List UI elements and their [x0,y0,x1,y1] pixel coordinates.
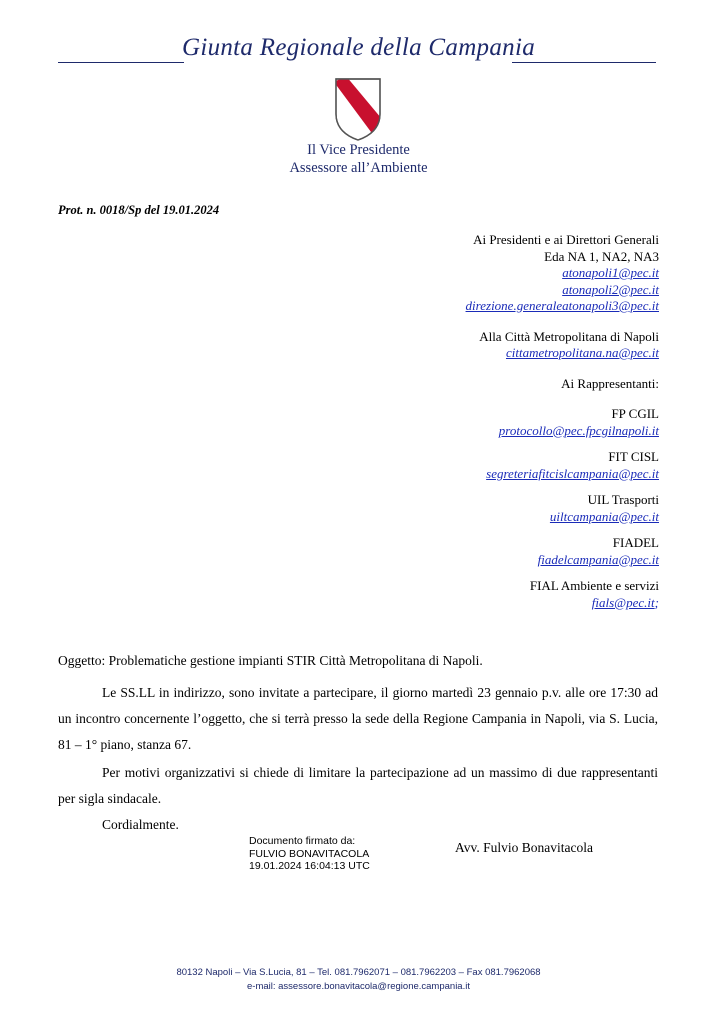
signer-name: Avv. Fulvio Bonavitacola [455,840,593,855]
letter-closing: Cordialmente. [102,817,179,832]
pec-link[interactable]: cittametropolitana.na@pec.it [505,345,659,360]
header-role-assessor: Assessore all’Ambiente [289,160,428,176]
recipient-uil-trasporti [466,492,659,525]
pec-link[interactable]: fials@pec.it [591,594,655,610]
signature-stamp-name: FULVIO BONAVITACOLA [249,847,370,860]
recipient-label: FP CGIL [611,406,659,421]
recipient-representatives-heading [466,376,659,393]
digital-signature-stamp [249,835,370,873]
header-rule-right [512,62,656,63]
footer-email: e-mail: assessore.bonavitacola@regione.campania.it [247,981,470,992]
protocol-number: Prot. n. 0018/Sp del 19.01.2024 [58,203,220,217]
letter-paragraph-invitation: Le SS.LL in indirizzo, sono invitate a partecipare, il giorno martedì 23 gennaio p.v. alle ore 17:30 ad un incontro concernente l’oggetto, che si terrà presso la sede della Regione Campania in Napoli, via S. Lucia, 81 – 1° piano, stanza 67. [58,685,658,752]
recipient-label: FIT CISL [608,449,659,464]
footer-address: 80132 Napoli – Via S.Lucia, 81 – Tel. 081.7962071 – 081.7962203 – Fax 081.7962068 [176,967,541,978]
pec-link[interactable]: segreteriafitcislcampania@pec.it [486,465,659,481]
recipient-label: Alla Città Metropolitana di Napoli [479,328,659,344]
pec-link[interactable]: fiadelcampania@pec.it [537,551,659,567]
recipient-label: Ai Rappresentanti: [561,375,659,391]
recipient-citta-metropolitana [466,329,659,362]
letter-paragraph-organization: Per motivi organizzativi si chiede di limitare la partecipazione ad un massimo di due rappresentanti per sigla sindacale. [58,765,658,806]
recipient-fiadel [466,535,659,568]
recipient-label: FIADEL [612,535,659,550]
recipient-fial [466,578,659,611]
pec-link[interactable]: atonapoli1@pec.it [562,265,659,280]
recipient-eda [466,232,659,315]
campania-coat-of-arms-icon [332,76,384,142]
pec-link[interactable]: atonapoli2@pec.it [562,281,659,297]
recipient-label: Ai Presidenti e ai Direttori Generali [473,232,659,247]
recipient-fp-cgil [466,406,659,439]
recipients-block [466,232,659,621]
pec-separator: ; [654,594,659,610]
signature-stamp-label: Documento firmato da: [249,835,356,847]
header-title: Giunta Regionale della Campania [181,34,535,61]
recipient-label: UIL Trasporti [587,492,659,507]
recipient-label: FIAL Ambiente e servizi [529,578,659,593]
pec-link[interactable]: direzione.generaleatonapoli3@pec.it [465,298,659,313]
letter-subject: Oggetto: Problematiche gestione impianti STIR Città Metropolitana di Napoli. [58,653,483,668]
signature-stamp-timestamp: 19.01.2024 16:04:13 UTC [249,860,370,872]
pec-link[interactable]: protocollo@pec.fpcgilnapoli.it [498,422,659,438]
pec-link[interactable]: uiltcampania@pec.it [549,508,659,524]
recipient-label: Eda NA 1, NA2, NA3 [544,248,659,264]
header-role-vice-president: Il Vice Presidente [307,142,410,158]
recipient-fit-cisl [466,449,659,482]
header-rule-left [58,62,184,63]
